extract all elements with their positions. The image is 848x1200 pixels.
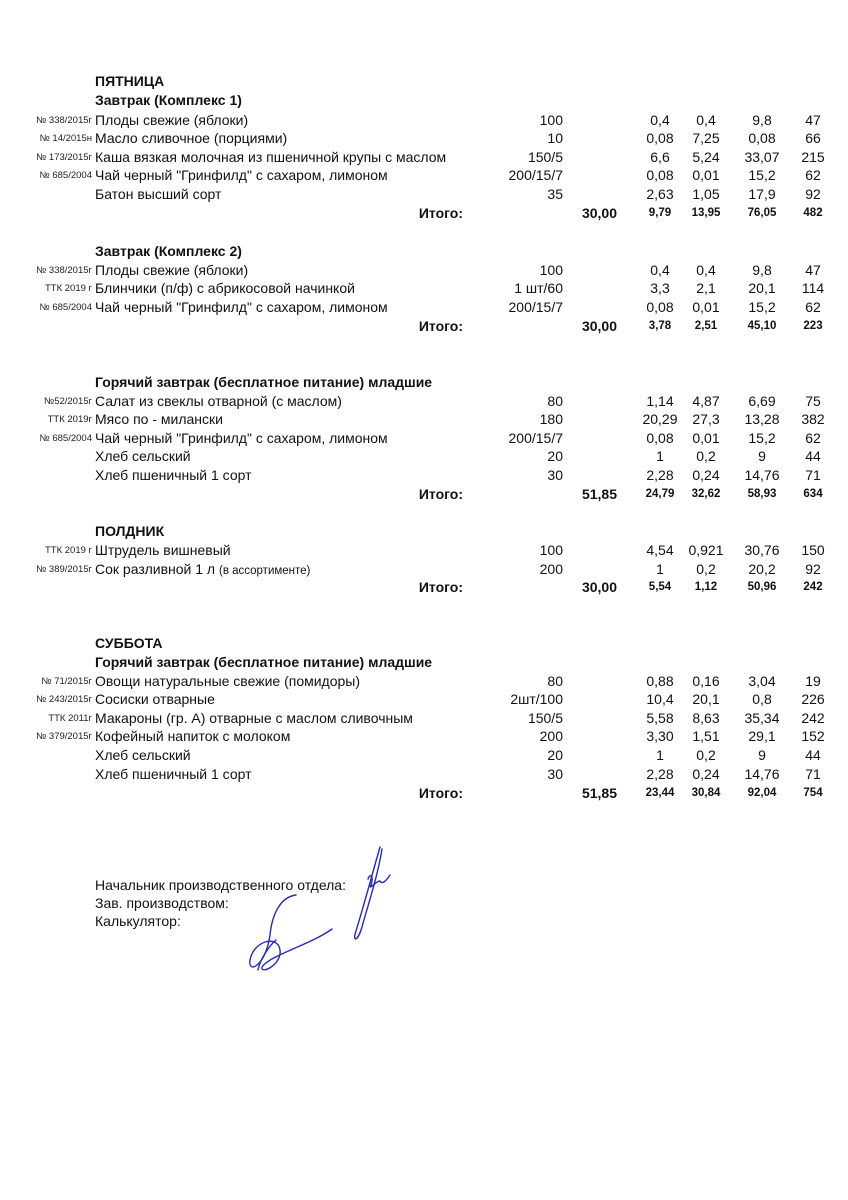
dish-name: Салат из свеклы отварной (с маслом) xyxy=(95,393,342,409)
total-kcal: 634 xyxy=(803,488,823,500)
total-protein: 9,79 xyxy=(648,207,672,219)
carbs: 15,2 xyxy=(748,299,776,315)
fat: 0,24 xyxy=(692,766,720,782)
recipe-code: ТТК 2019 г xyxy=(44,283,92,294)
kcal: 382 xyxy=(801,411,825,427)
carbs: 17,9 xyxy=(748,186,776,202)
table-row xyxy=(0,129,848,148)
total-fat: 13,95 xyxy=(691,207,721,219)
carbs: 15,2 xyxy=(748,167,776,183)
recipe-code: № 389/2015г xyxy=(36,564,92,575)
carbs: 20,2 xyxy=(748,561,776,577)
table-row xyxy=(0,392,848,411)
carbs: 0,08 xyxy=(748,130,776,146)
fat: 0,921 xyxy=(688,542,724,558)
recipe-code: №52/2015г xyxy=(44,396,92,407)
protein: 3,3 xyxy=(650,280,670,296)
fat: 0,4 xyxy=(696,262,716,278)
table-row xyxy=(0,746,848,765)
table-row xyxy=(0,447,848,466)
total-row xyxy=(0,485,848,504)
dish-name: Мясо по - милански xyxy=(95,411,223,427)
fat: 8,63 xyxy=(692,710,720,726)
total-carbs: 92,04 xyxy=(747,787,777,799)
carbs: 20,1 xyxy=(748,280,776,296)
recipe-code: № 338/2015г xyxy=(36,265,92,276)
table-row xyxy=(0,709,848,728)
fat: 2,1 xyxy=(696,280,716,296)
portion-weight: 2шт/100 xyxy=(510,691,563,707)
signature-label-production-manager: Зав. производством: xyxy=(95,895,229,911)
protein: 10,4 xyxy=(646,691,674,707)
fat: 0,2 xyxy=(696,561,716,577)
total-carbs: 50,96 xyxy=(747,581,777,593)
total-protein: 5,54 xyxy=(648,581,672,593)
kcal: 66 xyxy=(805,130,821,146)
portion-weight: 150/5 xyxy=(527,710,563,726)
carbs: 9 xyxy=(758,747,766,763)
dish-name: Кофейный напиток с молоком xyxy=(95,728,291,744)
portion-weight: 20 xyxy=(547,448,563,464)
recipe-code: ТТК 2019г xyxy=(47,414,92,425)
table-row xyxy=(0,560,848,579)
dish-name: Сосиски отварные xyxy=(95,691,215,707)
portion-weight: 100 xyxy=(539,112,563,128)
table-row xyxy=(0,261,848,280)
portion-weight: 35 xyxy=(547,186,563,202)
portion-weight: 150/5 xyxy=(527,149,563,165)
protein: 0,08 xyxy=(646,167,674,183)
protein: 1 xyxy=(656,448,664,464)
total-label: Итого: xyxy=(418,486,463,502)
total-label: Итого: xyxy=(418,205,463,221)
dish-name: Чай черный "Гринфилд" с сахаром, лимоном xyxy=(95,299,388,315)
portion-weight: 180 xyxy=(539,411,563,427)
kcal: 150 xyxy=(801,542,825,558)
portion-weight: 100 xyxy=(539,542,563,558)
table-row xyxy=(0,298,848,317)
kcal: 215 xyxy=(801,149,825,165)
protein: 0,4 xyxy=(650,112,670,128)
fat: 27,3 xyxy=(692,411,720,427)
fat: 0,2 xyxy=(696,448,716,464)
portion-weight: 30 xyxy=(547,467,563,483)
dish-name: Штрудель вишневый xyxy=(95,542,231,558)
meal-title-hot-breakfast: Горячий завтрак (бесплатное питание) младшие xyxy=(95,374,433,390)
total-carbs: 58,93 xyxy=(747,488,777,500)
recipe-code: ТТК 2011г xyxy=(48,713,92,724)
table-row xyxy=(0,690,848,709)
total-protein: 3,78 xyxy=(648,320,672,332)
protein: 1 xyxy=(656,747,664,763)
kcal: 44 xyxy=(805,747,821,763)
table-row xyxy=(0,672,848,691)
dish-name: Хлеб пшеничный 1 сорт xyxy=(95,766,252,782)
meal-title-breakfast-2: Завтрак (Комплекс 2) xyxy=(95,243,242,259)
meal-title-breakfast-1: Завтрак (Комплекс 1) xyxy=(95,92,242,108)
dish-name: Макароны (гр. А) отварные с маслом сливочным xyxy=(95,710,413,726)
total-carbs: 76,05 xyxy=(747,207,777,219)
dish-name: Хлеб сельский xyxy=(95,747,191,763)
portion-weight: 30 xyxy=(547,766,563,782)
dish-name: Чай черный "Гринфилд" с сахаром, лимоном xyxy=(95,430,388,446)
kcal: 47 xyxy=(805,112,821,128)
kcal: 62 xyxy=(805,299,821,315)
day-title-friday: ПЯТНИЦА xyxy=(95,73,165,89)
kcal: 71 xyxy=(805,766,821,782)
carbs: 15,2 xyxy=(748,430,776,446)
kcal: 19 xyxy=(805,673,821,689)
portion-weight: 200/15/7 xyxy=(508,430,563,446)
carbs: 6,69 xyxy=(748,393,776,409)
total-price: 51,85 xyxy=(581,785,617,801)
day-title-saturday: СУББОТА xyxy=(95,635,163,651)
fat: 0,01 xyxy=(692,167,720,183)
handwritten-signature-icon xyxy=(240,835,400,985)
total-row xyxy=(0,784,848,803)
carbs: 35,34 xyxy=(744,710,780,726)
protein: 2,28 xyxy=(646,467,674,483)
total-fat: 30,84 xyxy=(691,787,721,799)
portion-weight: 10 xyxy=(547,130,563,146)
total-kcal: 482 xyxy=(803,207,823,219)
table-row xyxy=(0,765,848,784)
total-fat: 1,12 xyxy=(694,581,718,593)
protein: 3,30 xyxy=(646,728,674,744)
portion-weight: 100 xyxy=(539,262,563,278)
recipe-code: ТТК 2019 г xyxy=(44,545,92,556)
dish-name: Батон высший сорт xyxy=(95,186,222,202)
fat: 0,01 xyxy=(692,430,720,446)
total-carbs: 45,10 xyxy=(747,320,777,332)
protein: 0,08 xyxy=(646,130,674,146)
dish-name-note: (в ассортименте) xyxy=(218,565,311,577)
portion-weight: 200 xyxy=(539,728,563,744)
total-kcal: 223 xyxy=(803,320,823,332)
recipe-code: № 685/2004 xyxy=(39,302,92,313)
kcal: 71 xyxy=(805,467,821,483)
total-protein: 23,44 xyxy=(645,787,675,799)
kcal: 62 xyxy=(805,167,821,183)
total-row xyxy=(0,204,848,223)
table-row xyxy=(0,148,848,167)
protein: 20,29 xyxy=(642,411,678,427)
carbs: 0,8 xyxy=(752,691,772,707)
protein: 2,63 xyxy=(646,186,674,202)
protein: 1,14 xyxy=(646,393,674,409)
carbs: 30,76 xyxy=(744,542,780,558)
portion-weight: 1 шт/60 xyxy=(514,280,563,296)
portion-weight: 200 xyxy=(539,561,563,577)
dish-name: Хлеб сельский xyxy=(95,448,191,464)
table-row xyxy=(0,185,848,204)
total-label: Итого: xyxy=(418,785,463,801)
protein: 6,6 xyxy=(650,149,670,165)
protein: 2,28 xyxy=(646,766,674,782)
kcal: 92 xyxy=(805,561,821,577)
fat: 7,25 xyxy=(692,130,720,146)
recipe-code: № 14/2015н xyxy=(39,133,92,144)
carbs: 14,76 xyxy=(744,467,780,483)
total-protein: 24,79 xyxy=(645,488,675,500)
dish-name-main: Сок разливной 1 л xyxy=(95,561,216,577)
kcal: 75 xyxy=(805,393,821,409)
fat: 0,4 xyxy=(696,112,716,128)
total-kcal: 754 xyxy=(803,787,823,799)
recipe-code: № 71/2015г xyxy=(41,676,92,687)
recipe-code: № 685/2004 xyxy=(39,433,92,444)
recipe-code: № 243/2015г xyxy=(36,694,92,705)
portion-weight: 200/15/7 xyxy=(508,167,563,183)
kcal: 47 xyxy=(805,262,821,278)
table-row xyxy=(0,410,848,429)
dish-name: Овощи натуральные свежие (помидоры) xyxy=(95,673,361,689)
recipe-code: № 685/2004 xyxy=(39,170,92,181)
total-label: Итого: xyxy=(418,579,463,595)
total-label: Итого: xyxy=(418,318,463,334)
portion-weight: 20 xyxy=(547,747,563,763)
fat: 0,01 xyxy=(692,299,720,315)
portion-weight: 200/15/7 xyxy=(508,299,563,315)
protein: 0,4 xyxy=(650,262,670,278)
total-price: 51,85 xyxy=(581,486,617,502)
carbs: 9,8 xyxy=(752,262,772,278)
table-row xyxy=(0,279,848,298)
recipe-code: № 338/2015г xyxy=(36,115,92,126)
protein: 0,88 xyxy=(646,673,674,689)
total-price: 30,00 xyxy=(581,579,617,595)
meal-title-hot-breakfast-saturday: Горячий завтрак (бесплатное питание) младшие xyxy=(95,654,433,670)
dish-name: Хлеб пшеничный 1 сорт xyxy=(95,467,252,483)
recipe-code: № 379/2015г xyxy=(36,731,92,742)
table-row xyxy=(0,466,848,485)
protein: 5,58 xyxy=(646,710,674,726)
dish-name: Блинчики (п/ф) с абрикосовой начинкой xyxy=(95,280,355,296)
table-row xyxy=(0,166,848,185)
carbs: 9 xyxy=(758,448,766,464)
fat: 0,24 xyxy=(692,467,720,483)
fat: 4,87 xyxy=(692,393,720,409)
total-fat: 2,51 xyxy=(694,320,718,332)
fat: 20,1 xyxy=(692,691,720,707)
carbs: 29,1 xyxy=(748,728,776,744)
dish-name: Плоды свежие (яблоки) xyxy=(95,112,249,128)
carbs: 13,28 xyxy=(744,411,780,427)
table-row xyxy=(0,727,848,746)
dish-name: Чай черный "Гринфилд" с сахаром, лимоном xyxy=(95,167,388,183)
kcal: 62 xyxy=(805,430,821,446)
table-row xyxy=(0,541,848,560)
total-price: 30,00 xyxy=(581,205,617,221)
kcal: 44 xyxy=(805,448,821,464)
fat: 1,51 xyxy=(692,728,720,744)
kcal: 92 xyxy=(805,186,821,202)
carbs: 33,07 xyxy=(744,149,780,165)
recipe-code: № 173/2015г xyxy=(36,152,92,163)
dish-name: Каша вязкая молочная из пшеничной крупы с маслом xyxy=(95,149,447,165)
carbs: 14,76 xyxy=(744,766,780,782)
dish-name: Плоды свежие (яблоки) xyxy=(95,262,249,278)
signature-label-calculator: Калькулятор: xyxy=(95,913,181,929)
meal-title-afternoon-snack: ПОЛДНИК xyxy=(95,523,165,539)
carbs: 9,8 xyxy=(752,112,772,128)
kcal: 242 xyxy=(801,710,825,726)
portion-weight: 80 xyxy=(547,673,563,689)
signature-label-head-production: Начальник производственного отдела: xyxy=(95,877,346,893)
protein: 0,08 xyxy=(646,430,674,446)
kcal: 114 xyxy=(801,280,825,296)
portion-weight: 80 xyxy=(547,393,563,409)
protein: 1 xyxy=(656,561,664,577)
total-price: 30,00 xyxy=(581,318,617,334)
fat: 0,2 xyxy=(696,747,716,763)
table-row xyxy=(0,111,848,130)
total-row xyxy=(0,317,848,336)
carbs: 3,04 xyxy=(748,673,776,689)
total-fat: 32,62 xyxy=(691,488,721,500)
total-row xyxy=(0,578,848,597)
total-kcal: 242 xyxy=(803,581,823,593)
fat: 1,05 xyxy=(692,186,720,202)
dish-name: Масло сливочное (порциями) xyxy=(95,130,288,146)
protein: 4,54 xyxy=(646,542,674,558)
table-row xyxy=(0,429,848,448)
protein: 0,08 xyxy=(646,299,674,315)
kcal: 152 xyxy=(801,728,825,744)
fat: 5,24 xyxy=(692,149,720,165)
kcal: 226 xyxy=(801,691,825,707)
fat: 0,16 xyxy=(692,673,720,689)
